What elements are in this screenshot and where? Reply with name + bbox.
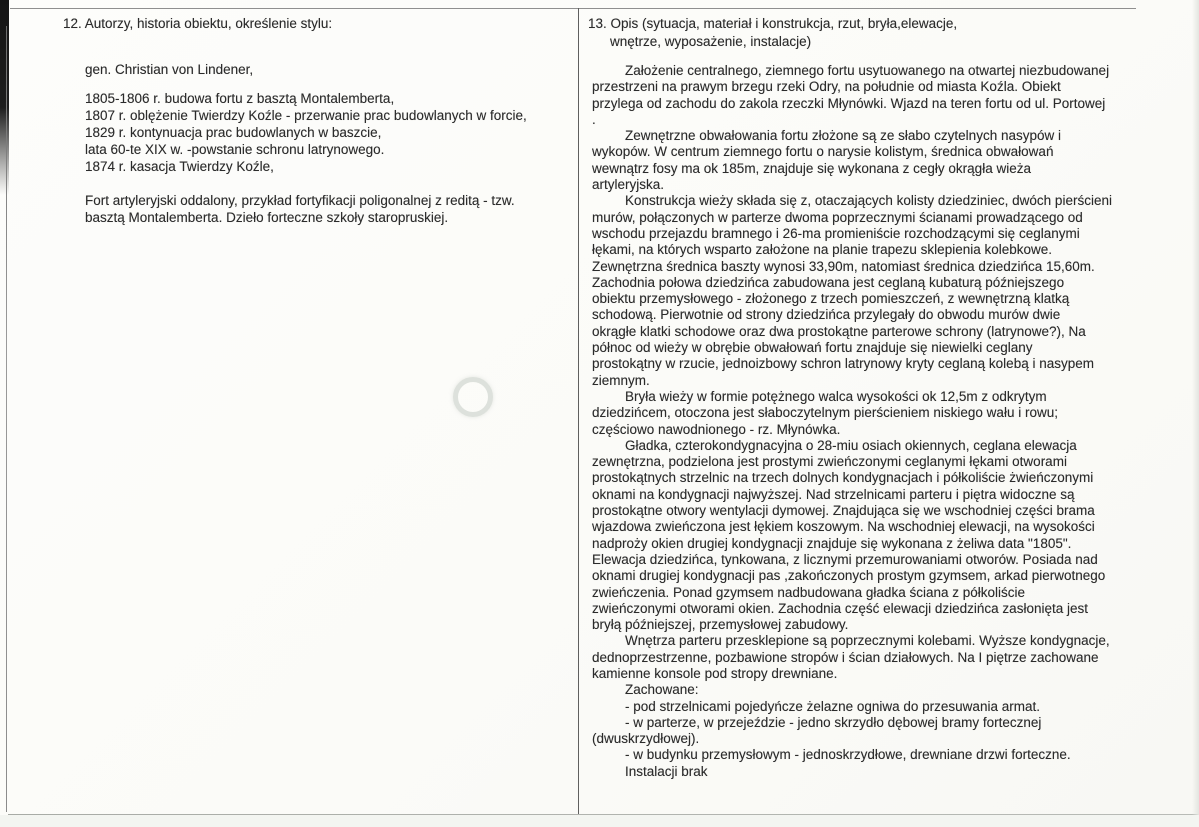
text-line: wewnątrz fosy ma ok 185m, znajduje się wykonana z cegły okrągła wieża (592, 160, 1031, 176)
text-line: wjazdowa zwieńczona jest łękiem koszowym. Na wschodniej elewacji, na wysokości (592, 519, 1095, 535)
text-line: przestrzeni na prawym brzegu rzeki Odry, na południe od miasta Koźla. Obiekt (592, 79, 1061, 95)
text-line: 1807 r. oblężenie Twierdzy Koźle - przerwanie prac budowlanych w forcie, (85, 108, 527, 123)
section-12-heading: 12. Autorzy, historia obiektu, określenie stylu: (63, 16, 333, 31)
scan-edge-right (1192, 0, 1199, 827)
text-line: zewnętrzna, podzielona jest prostymi zwieńczonymi ceglanymi łękami otworami (592, 454, 1067, 470)
text-line: Konstrukcja wieży składa się z, otaczających kolisty dziedziniec, dwóch pierścieni (625, 193, 1112, 209)
form-top-rule (10, 8, 1136, 9)
form-left-rule (6, 26, 7, 812)
text-line: przylega od zachodu do zakola rzeczki Młynówki. Wjazd na teren fortu od ul. Portowej (592, 95, 1106, 111)
text-line: północ od wieży w obrębie obwałowań fortu znajduje się niewielki ceglany (592, 340, 1033, 356)
text-line: dednoprzestrzenne, pozbawione stropów i ścian działowych. Na I piętrze zachowane (592, 649, 1099, 665)
text-line: Gładka, czterokondygnacyjna o 28-miu osiach okiennych, ceglana elewacja (625, 437, 1077, 453)
text-line: murów, połączonych w parterze dwoma poprzecznymi ścianami prowadzącego od (592, 209, 1083, 225)
description-paragraph-elevations (592, 438, 1188, 634)
description-paragraph-massing (592, 389, 1188, 438)
text-line: prostokątnych strzelnic na trzech dolnych kondygnacjach i półkoliście żwieńczonymi (592, 470, 1094, 486)
scan-artifact-left-band (0, 0, 9, 195)
section-12-authors-history (63, 15, 568, 226)
description-paragraph-situation (592, 63, 1188, 128)
text-line: Fort artyleryjski oddalony, przykład fortyfikacji poligonalnej z reditą - tzw. (85, 193, 515, 208)
text-line: schodową. Pierwotnie od strony dziedzińca przylegały do obwodu murów dwie (592, 307, 1061, 323)
text-line: nadproży okien drugiej kondygnacji znajduje się wykonana z żeliwa data "1805". (592, 535, 1072, 551)
description-paragraph-interiors (592, 633, 1188, 682)
text-line: ziemnym. (592, 372, 650, 388)
text-line: . (592, 111, 596, 127)
style-summary (85, 192, 568, 226)
text-line: okrągłe klatki schodowe oraz dwa prostokątne parterowe schrony (latrynowe?), Na (592, 323, 1086, 339)
text-line: zwieńczonymi otworami okien. Zachodnia część elewacji dziedzińca zasłonięta jest (592, 600, 1088, 616)
text-line: dziedzińcem, otoczona jest słaboczytelnym pierścieniem niskiego wału i rowu; (592, 405, 1058, 421)
section-13-heading-line-1: 13. Opis (sytuacja, materiał i konstrukcja, rzut, bryła,elewacje, (588, 16, 958, 31)
preserved-item-1 (592, 699, 1188, 715)
text-line: (dwuskrzydłowej). (592, 731, 700, 747)
text-line: lata 60-te XIX w. -powstanie schronu latrynowego. (85, 142, 385, 157)
text-line: Zewnętrzna średnica baszty wynosi 33,90m, natomiast średnica dziedzińca 15,60m. (592, 258, 1095, 274)
text-line: bryłą późniejszej, przemysłowej zabudowy. (592, 617, 849, 633)
text-line: zwieńczenia. Ponad gzymsem nadbudowana gładka ściana z półkoliście (592, 584, 1026, 600)
section-12-body (85, 61, 568, 226)
text-line: Zachodnia połowa dziedzińca zabudowana jest ceglaną kubaturą późniejszego (592, 274, 1065, 290)
text-line: Zachowane: (625, 682, 699, 698)
text-line: wykopów. W centrum ziemnego fortu o narysie kolistym, średnica obwałowań (592, 144, 1054, 160)
text-line: Elewacja dziedzińca, tynkowana, z licznymi przemurowaniami otworów. Posiada nad (592, 551, 1098, 567)
preserved-item-3 (592, 747, 1188, 763)
text-line: kamienne konsole pod stropy drewniane. (592, 665, 838, 681)
text-line: Bryła wieży w formie potężnego walca wysokości ok 12,5m z odkrytym (625, 388, 1047, 404)
description-paragraph-ramparts (592, 128, 1188, 193)
history-timeline (85, 90, 568, 175)
text-line: oknami drugiej kondygnacji pas ,zakończonych prostym gzymsem, arkad pierwotnego (592, 568, 1106, 584)
text-line: obiektu przemysłowego - złożonego z trzech pomieszczeń, z wewnętrzną klatką (592, 291, 1070, 307)
text-line: 1805-1806 r. budowa fortu z basztą Montalemberta, (85, 91, 395, 106)
section-13-description (588, 15, 1188, 780)
text-line: Instalacji brak (625, 763, 708, 779)
installations-note (592, 764, 1188, 780)
column-divider-rule (578, 8, 579, 814)
text-line: łękami, na których wsparto założone na planie trapezu sklepienia kolebkowe. (592, 242, 1053, 258)
description-paragraph-construction (592, 193, 1188, 389)
text-line: prostokątne otwory wentylacji dymowej. Znajdująca się we wschodniej części brama (592, 503, 1095, 519)
paper-stain-ring (453, 377, 493, 417)
scan-edge-bottom (0, 815, 1199, 827)
preserved-items-heading (592, 682, 1188, 698)
preserved-item-2 (592, 715, 1188, 748)
text-line: 1874 r. kasacja Twierdzy Koźle, (85, 159, 274, 174)
text-line: artyleryjska. (592, 177, 665, 193)
text-line: Zewnętrzne obwałowania fortu złożone są ze słabo czytelnych nasypów i (625, 128, 1061, 144)
text-line: częściowo nawodnionego - rz. Młynówka. (592, 421, 841, 437)
text-line: oknami na kondygnacji najwyższej. Nad strzelnicami parteru i piętra widoczne są (592, 486, 1075, 502)
section-13-body (592, 63, 1188, 780)
text-line: Wnętrza parteru przesklepione są poprzecznymi kolebami. Wyższe kondygnacje, (625, 633, 1110, 649)
section-13-heading (588, 15, 1188, 50)
text-line: wschodu przejazdu bramnego i 26-ma promieniście rozchodzącymi się ceglanymi (592, 225, 1080, 241)
author-line: gen. Christian von Lindener, (85, 62, 254, 77)
text-line: - w budynku przemysłowym - jednoskrzydłowe, drewniane drzwi forteczne. (625, 747, 1071, 763)
text-line: basztą Montalemberta. Dzieło forteczne szkoły staropruskiej. (85, 210, 449, 225)
text-line: prostokątny w rzucie, jednoizbowy schron latrynowy kryty ceglaną kolebą i nasypem (592, 356, 1094, 372)
section-13-heading-line-2: wnętrze, wyposażenie, instalacje) (610, 33, 812, 49)
text-line: - pod strzelnicami pojedyńcze żelazne ogniwa do przesuwania armat. (625, 698, 1040, 714)
text-line: 1829 r. kontynuacja prac budowlanych w baszcie, (85, 125, 382, 140)
text-line: - w parterze, w przejeździe - jedno skrzydło dębowej bramy fortecznej (625, 714, 1042, 730)
text-line: Założenie centralnego, ziemnego fortu usytuowanego na otwartej niezbudowanej (625, 63, 1110, 78)
